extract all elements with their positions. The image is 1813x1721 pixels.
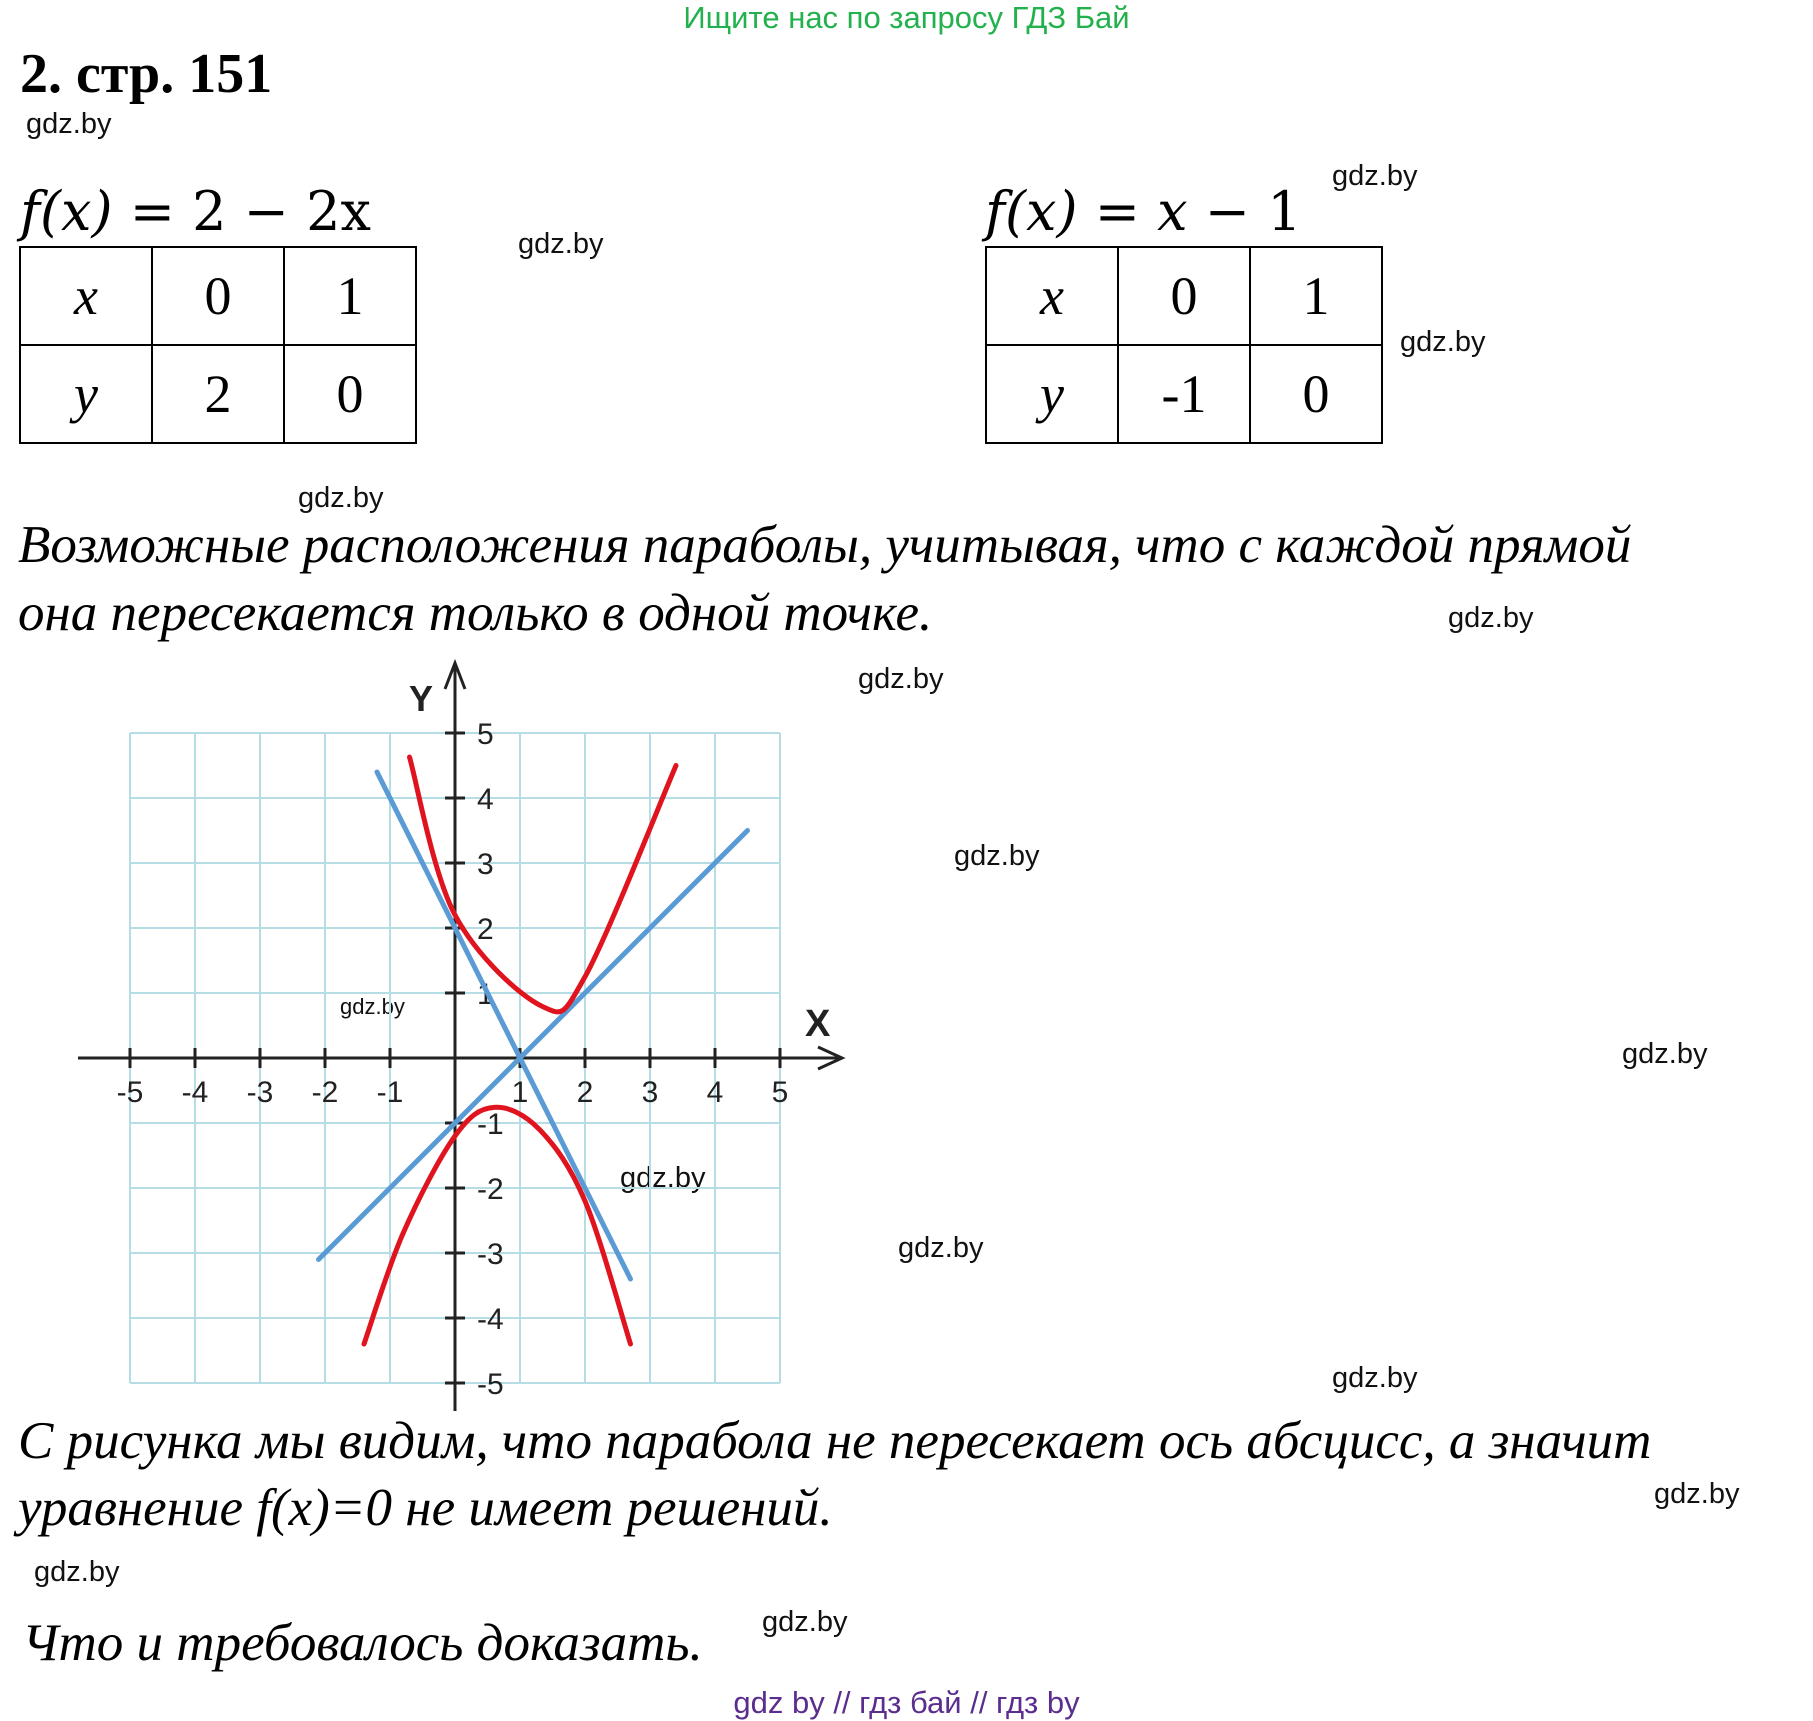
footer-links: [0, 1685, 1813, 1721]
paragraph-1-line-2: она пересекается только в одной точке.: [18, 584, 933, 642]
table-cell-y-label: y: [986, 345, 1118, 443]
function-1-value-table: [19, 246, 417, 444]
x-tick-label: -5: [116, 1076, 144, 1109]
y-tick-label: 3: [477, 848, 494, 881]
function-1-formula: f(x) = 2 − 2x: [20, 180, 371, 243]
watermark: gdz.by: [762, 1606, 848, 1638]
watermark: gdz.by: [34, 1556, 120, 1588]
table-cell: 0: [1250, 345, 1382, 443]
y-tick-label: -2: [477, 1173, 504, 1206]
paragraph-2-line-2: уравнение f(x)=0 не имеет решений.: [18, 1479, 833, 1537]
table-cell: 1: [284, 247, 416, 345]
y-tick-label: 5: [477, 718, 494, 751]
x-tick-label: -2: [311, 1076, 339, 1109]
watermark: gdz.by: [1622, 1038, 1708, 1070]
watermark: gdz.by: [518, 228, 604, 260]
table-row: [986, 247, 1382, 345]
y-tick-label: -4: [477, 1303, 504, 1336]
table-cell-x-label: x: [986, 247, 1118, 345]
footer-separator: //: [961, 1685, 997, 1720]
y-axis-label: Y: [409, 678, 434, 719]
table-cell: 0: [1118, 247, 1250, 345]
table-cell: 1: [1250, 247, 1382, 345]
table-row: [20, 247, 416, 345]
y-tick-label: -3: [477, 1238, 504, 1271]
parabola-graph: [0, 650, 831, 1420]
watermark: gdz.by: [620, 1162, 706, 1194]
y-tick-label: -5: [477, 1368, 504, 1401]
conclusion-text: Что и требовалось доказать.: [22, 1614, 703, 1672]
table-cell: 0: [152, 247, 284, 345]
y-tick-label: -1: [477, 1108, 504, 1141]
watermark: gdz.by: [26, 108, 112, 140]
function-2-formula: f(x) = x − 1: [985, 180, 1302, 243]
table-cell: -1: [1118, 345, 1250, 443]
watermark: gdz.by: [1654, 1478, 1740, 1510]
x-tick-label: -1: [376, 1076, 404, 1109]
x-tick-label: 5: [771, 1076, 789, 1109]
watermark: gdz.by: [1400, 326, 1486, 358]
watermark: gdz.by: [898, 1232, 984, 1264]
tangent-line-2: [319, 831, 748, 1260]
watermark: gdz.by: [1332, 1362, 1418, 1394]
x-tick-label: 2: [576, 1076, 594, 1109]
table-cell: 2: [152, 345, 284, 443]
x-tick-label: -4: [181, 1076, 209, 1109]
y-tick-label: 1: [477, 978, 494, 1011]
paragraph-1-line-1: Возможные расположения параболы, учитывая, что с каждой прямой: [18, 516, 1632, 574]
watermark: gdz.by: [298, 482, 384, 514]
parabola-curve-1: [410, 757, 677, 1012]
table-cell-y-label: y: [20, 345, 152, 443]
x-axis-label: X: [805, 1003, 831, 1045]
footer-separator: //: [824, 1685, 860, 1720]
x-tick-label: 3: [641, 1076, 659, 1109]
promo-banner[interactable]: Ищите нас по запросу ГДЗ Бай: [683, 0, 1130, 35]
table-cell-x-label: x: [20, 247, 152, 345]
watermark: gdz.by: [340, 994, 405, 1019]
footer-link[interactable]: гдз by: [996, 1685, 1080, 1720]
watermark: gdz.by: [1448, 602, 1534, 634]
function-2-value-table: [985, 246, 1383, 444]
table-row: [986, 345, 1382, 443]
footer-link[interactable]: гдз бай: [859, 1685, 962, 1720]
y-tick-label: 4: [477, 783, 494, 816]
x-tick-label: -3: [246, 1076, 274, 1109]
x-tick-label: 4: [706, 1076, 724, 1109]
x-tick-label: 1: [511, 1076, 529, 1109]
task-title: 2. стр. 151: [20, 43, 273, 105]
watermark: gdz.by: [1332, 160, 1418, 192]
y-tick-label: 2: [477, 913, 494, 946]
watermark: gdz.by: [858, 663, 944, 695]
table-cell: 0: [284, 345, 416, 443]
table-row: [20, 345, 416, 443]
watermark: gdz.by: [954, 840, 1040, 872]
paragraph-2-line-1: С рисунка мы видим, что парабола не пересекает ось абсцисс, а значит: [18, 1412, 1652, 1470]
footer-link[interactable]: gdz by: [733, 1685, 825, 1720]
